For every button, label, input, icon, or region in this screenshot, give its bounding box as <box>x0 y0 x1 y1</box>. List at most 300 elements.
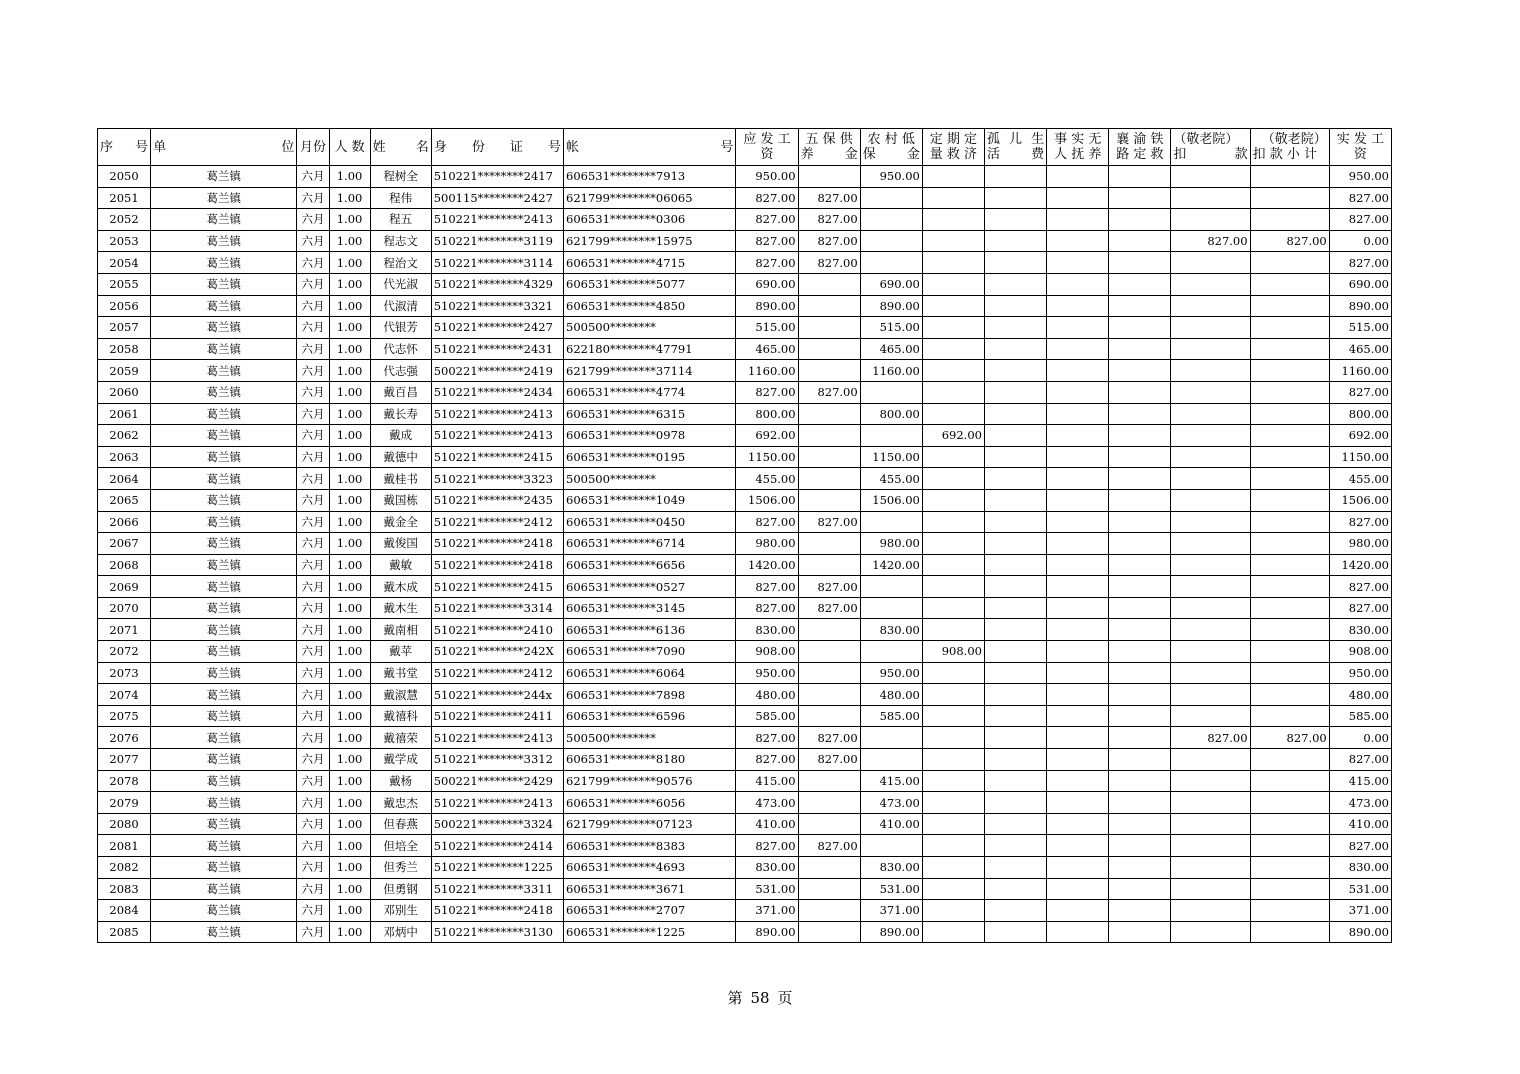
cell-count: 1.00 <box>329 792 370 814</box>
header-month: 月份 <box>297 129 329 166</box>
cell-count: 1.00 <box>329 230 370 252</box>
cell-dingqi <box>922 576 984 598</box>
cell-shishi <box>1047 878 1109 900</box>
cell-id: 510221********3314 <box>431 597 563 619</box>
cell-unit: 葛兰镇 <box>151 900 297 922</box>
cell-dingqi <box>922 273 984 295</box>
cell-account: 621799********15975 <box>564 230 736 252</box>
cell-gross: 908.00 <box>736 641 798 663</box>
cell-deduct <box>1171 900 1250 922</box>
cell-deduct: 827.00 <box>1171 727 1250 749</box>
cell-count: 1.00 <box>329 209 370 231</box>
cell-wubao <box>798 813 860 835</box>
cell-net: 950.00 <box>1329 662 1391 684</box>
cell-gross: 827.00 <box>736 187 798 209</box>
cell-seq: 2068 <box>98 554 151 576</box>
cell-deductsub <box>1250 166 1329 188</box>
cell-deduct <box>1171 921 1250 943</box>
cell-id: 510221********3323 <box>431 468 563 490</box>
cell-dingqi <box>922 317 984 339</box>
cell-deduct <box>1171 792 1250 814</box>
cell-unit: 葛兰镇 <box>151 619 297 641</box>
cell-xiangyu <box>1109 921 1171 943</box>
cell-seq: 2078 <box>98 770 151 792</box>
cell-deductsub <box>1250 619 1329 641</box>
cell-seq: 2052 <box>98 209 151 231</box>
cell-xiangyu <box>1109 770 1171 792</box>
cell-unit: 葛兰镇 <box>151 295 297 317</box>
cell-unit: 葛兰镇 <box>151 446 297 468</box>
table-row <box>98 446 1392 468</box>
cell-name: 戴金全 <box>370 511 431 533</box>
cell-month: 六月 <box>297 295 329 317</box>
cell-net: 410.00 <box>1329 813 1391 835</box>
cell-dingqi <box>922 921 984 943</box>
cell-dibao: 585.00 <box>860 705 922 727</box>
cell-orphan <box>984 921 1046 943</box>
cell-orphan <box>984 813 1046 835</box>
cell-account: 500500******** <box>564 727 736 749</box>
cell-seq: 2066 <box>98 511 151 533</box>
cell-seq: 2083 <box>98 878 151 900</box>
cell-unit: 葛兰镇 <box>151 554 297 576</box>
cell-wubao <box>798 684 860 706</box>
cell-count: 1.00 <box>329 878 370 900</box>
cell-gross: 827.00 <box>736 511 798 533</box>
cell-orphan <box>984 641 1046 663</box>
cell-xiangyu <box>1109 619 1171 641</box>
cell-month: 六月 <box>297 705 329 727</box>
cell-deductsub <box>1250 338 1329 360</box>
cell-shishi <box>1047 597 1109 619</box>
table-row <box>98 857 1392 879</box>
cell-dibao <box>860 641 922 663</box>
cell-deductsub <box>1250 792 1329 814</box>
cell-id: 500221********2429 <box>431 770 563 792</box>
cell-gross: 585.00 <box>736 705 798 727</box>
table-row <box>98 878 1392 900</box>
table-row <box>98 187 1392 209</box>
cell-deductsub <box>1250 597 1329 619</box>
cell-month: 六月 <box>297 317 329 339</box>
cell-dingqi <box>922 252 984 274</box>
cell-net: 455.00 <box>1329 468 1391 490</box>
cell-deductsub <box>1250 317 1329 339</box>
cell-dingqi <box>922 468 984 490</box>
cell-name: 戴木生 <box>370 597 431 619</box>
cell-shishi <box>1047 749 1109 771</box>
cell-shishi <box>1047 554 1109 576</box>
cell-account: 621799********90576 <box>564 770 736 792</box>
cell-deduct <box>1171 813 1250 835</box>
header-gross: 应 发 工 资 <box>736 129 798 166</box>
cell-wubao: 827.00 <box>798 597 860 619</box>
cell-dibao <box>860 511 922 533</box>
cell-name: 邓别生 <box>370 900 431 922</box>
cell-month: 六月 <box>297 187 329 209</box>
cell-name: 但秀兰 <box>370 857 431 879</box>
cell-month: 六月 <box>297 792 329 814</box>
table-row <box>98 533 1392 555</box>
cell-gross: 515.00 <box>736 317 798 339</box>
cell-shishi <box>1047 684 1109 706</box>
cell-month: 六月 <box>297 338 329 360</box>
cell-wubao <box>798 166 860 188</box>
cell-wubao <box>798 705 860 727</box>
cell-month: 六月 <box>297 597 329 619</box>
cell-seq: 2051 <box>98 187 151 209</box>
cell-dingqi <box>922 857 984 879</box>
cell-seq: 2061 <box>98 403 151 425</box>
cell-month: 六月 <box>297 533 329 555</box>
cell-wubao: 827.00 <box>798 252 860 274</box>
cell-dibao: 890.00 <box>860 921 922 943</box>
cell-month: 六月 <box>297 749 329 771</box>
cell-net: 827.00 <box>1329 576 1391 598</box>
cell-wubao <box>798 857 860 879</box>
table-row <box>98 209 1392 231</box>
cell-shishi <box>1047 533 1109 555</box>
cell-id: 510221********2431 <box>431 338 563 360</box>
cell-account: 606531********4693 <box>564 857 736 879</box>
cell-id: 510221********2415 <box>431 446 563 468</box>
cell-count: 1.00 <box>329 511 370 533</box>
cell-deduct <box>1171 187 1250 209</box>
cell-deduct <box>1171 295 1250 317</box>
table-row <box>98 381 1392 403</box>
cell-orphan <box>984 684 1046 706</box>
cell-count: 1.00 <box>329 576 370 598</box>
cell-account: 606531********6315 <box>564 403 736 425</box>
cell-dibao <box>860 252 922 274</box>
cell-shishi <box>1047 446 1109 468</box>
cell-wubao <box>798 619 860 641</box>
cell-gross: 890.00 <box>736 295 798 317</box>
cell-xiangyu <box>1109 511 1171 533</box>
cell-dibao <box>860 576 922 598</box>
cell-id: 510221********3114 <box>431 252 563 274</box>
cell-gross: 690.00 <box>736 273 798 295</box>
cell-id: 510221********2413 <box>431 727 563 749</box>
cell-name: 戴桂书 <box>370 468 431 490</box>
cell-wubao: 827.00 <box>798 381 860 403</box>
table-header <box>98 129 1392 166</box>
cell-account: 500500******** <box>564 317 736 339</box>
cell-account: 606531********0306 <box>564 209 736 231</box>
cell-dibao: 1150.00 <box>860 446 922 468</box>
cell-wubao <box>798 770 860 792</box>
cell-deduct <box>1171 857 1250 879</box>
cell-count: 1.00 <box>329 554 370 576</box>
cell-deductsub <box>1250 295 1329 317</box>
cell-orphan <box>984 900 1046 922</box>
cell-name: 代志强 <box>370 360 431 382</box>
cell-orphan <box>984 878 1046 900</box>
cell-orphan <box>984 403 1046 425</box>
cell-account: 606531********4715 <box>564 252 736 274</box>
cell-net: 908.00 <box>1329 641 1391 663</box>
cell-dingqi <box>922 727 984 749</box>
table-row <box>98 166 1392 188</box>
cell-account: 606531********6056 <box>564 792 736 814</box>
cell-name: 代光淑 <box>370 273 431 295</box>
cell-dibao: 415.00 <box>860 770 922 792</box>
cell-wubao: 827.00 <box>798 187 860 209</box>
cell-id: 510221********242X <box>431 641 563 663</box>
cell-deductsub: 827.00 <box>1250 727 1329 749</box>
cell-net: 371.00 <box>1329 900 1391 922</box>
cell-name: 程树全 <box>370 166 431 188</box>
cell-deductsub <box>1250 835 1329 857</box>
cell-net: 1420.00 <box>1329 554 1391 576</box>
cell-name: 但春燕 <box>370 813 431 835</box>
cell-shishi <box>1047 857 1109 879</box>
cell-orphan <box>984 511 1046 533</box>
cell-count: 1.00 <box>329 749 370 771</box>
cell-deduct <box>1171 381 1250 403</box>
cell-seq: 2050 <box>98 166 151 188</box>
cell-wubao <box>798 489 860 511</box>
cell-deduct <box>1171 209 1250 231</box>
cell-net: 1160.00 <box>1329 360 1391 382</box>
cell-account: 606531********2707 <box>564 900 736 922</box>
cell-account: 606531********0527 <box>564 576 736 598</box>
cell-orphan <box>984 749 1046 771</box>
cell-dibao <box>860 749 922 771</box>
cell-dibao <box>860 187 922 209</box>
cell-deductsub <box>1250 425 1329 447</box>
cell-name: 代志怀 <box>370 338 431 360</box>
table-row <box>98 360 1392 382</box>
cell-month: 六月 <box>297 857 329 879</box>
cell-seq: 2077 <box>98 749 151 771</box>
cell-xiangyu <box>1109 792 1171 814</box>
cell-id: 500221********2419 <box>431 360 563 382</box>
cell-xiangyu <box>1109 403 1171 425</box>
cell-seq: 2082 <box>98 857 151 879</box>
cell-seq: 2081 <box>98 835 151 857</box>
cell-deduct <box>1171 273 1250 295</box>
cell-shishi <box>1047 662 1109 684</box>
cell-dingqi <box>922 878 984 900</box>
cell-deductsub <box>1250 489 1329 511</box>
cell-dingqi <box>922 705 984 727</box>
cell-gross: 371.00 <box>736 900 798 922</box>
cell-xiangyu <box>1109 338 1171 360</box>
cell-deductsub <box>1250 921 1329 943</box>
cell-id: 500115********2427 <box>431 187 563 209</box>
cell-xiangyu <box>1109 857 1171 879</box>
header-account: 帐 号 <box>564 129 736 166</box>
cell-unit: 葛兰镇 <box>151 813 297 835</box>
cell-deductsub <box>1250 749 1329 771</box>
cell-dibao <box>860 381 922 403</box>
cell-wubao: 827.00 <box>798 576 860 598</box>
cell-id: 510221********3130 <box>431 921 563 943</box>
cell-net: 827.00 <box>1329 597 1391 619</box>
cell-wubao <box>798 360 860 382</box>
cell-unit: 葛兰镇 <box>151 597 297 619</box>
cell-account: 606531********6596 <box>564 705 736 727</box>
cell-name: 代银芳 <box>370 317 431 339</box>
cell-wubao: 827.00 <box>798 749 860 771</box>
cell-seq: 2055 <box>98 273 151 295</box>
cell-seq: 2079 <box>98 792 151 814</box>
cell-deduct <box>1171 489 1250 511</box>
cell-month: 六月 <box>297 684 329 706</box>
cell-unit: 葛兰镇 <box>151 273 297 295</box>
table-row <box>98 900 1392 922</box>
cell-id: 510221********2413 <box>431 209 563 231</box>
cell-month: 六月 <box>297 468 329 490</box>
cell-gross: 531.00 <box>736 878 798 900</box>
cell-net: 692.00 <box>1329 425 1391 447</box>
cell-dingqi <box>922 295 984 317</box>
cell-shishi <box>1047 338 1109 360</box>
cell-month: 六月 <box>297 576 329 598</box>
cell-wubao <box>798 533 860 555</box>
cell-name: 戴德中 <box>370 446 431 468</box>
cell-deductsub <box>1250 705 1329 727</box>
cell-dibao: 980.00 <box>860 533 922 555</box>
cell-seq: 2054 <box>98 252 151 274</box>
cell-dingqi <box>922 900 984 922</box>
cell-count: 1.00 <box>329 900 370 922</box>
cell-account: 606531********3145 <box>564 597 736 619</box>
cell-xiangyu <box>1109 727 1171 749</box>
cell-gross: 830.00 <box>736 619 798 641</box>
cell-wubao: 827.00 <box>798 835 860 857</box>
cell-orphan <box>984 792 1046 814</box>
cell-dingqi <box>922 813 984 835</box>
cell-dibao: 1160.00 <box>860 360 922 382</box>
cell-dingqi <box>922 684 984 706</box>
cell-unit: 葛兰镇 <box>151 576 297 598</box>
cell-xiangyu <box>1109 533 1171 555</box>
cell-unit: 葛兰镇 <box>151 511 297 533</box>
cell-deduct <box>1171 166 1250 188</box>
cell-dingqi <box>922 360 984 382</box>
cell-net: 1150.00 <box>1329 446 1391 468</box>
cell-deduct <box>1171 619 1250 641</box>
cell-id: 510221********1225 <box>431 857 563 879</box>
cell-unit: 葛兰镇 <box>151 381 297 403</box>
header-seq: 序 号 <box>98 129 151 166</box>
cell-dingqi <box>922 187 984 209</box>
cell-deductsub <box>1250 273 1329 295</box>
cell-xiangyu <box>1109 878 1171 900</box>
cell-account: 621799********06065 <box>564 187 736 209</box>
table-row <box>98 554 1392 576</box>
cell-xiangyu <box>1109 684 1171 706</box>
cell-dingqi <box>922 770 984 792</box>
cell-name: 代淑清 <box>370 295 431 317</box>
cell-shishi <box>1047 705 1109 727</box>
cell-deduct <box>1171 360 1250 382</box>
cell-month: 六月 <box>297 813 329 835</box>
cell-month: 六月 <box>297 727 329 749</box>
cell-dingqi <box>922 835 984 857</box>
cell-wubao <box>798 878 860 900</box>
cell-unit: 葛兰镇 <box>151 727 297 749</box>
cell-deductsub <box>1250 446 1329 468</box>
cell-seq: 2057 <box>98 317 151 339</box>
cell-xiangyu <box>1109 273 1171 295</box>
cell-dingqi <box>922 619 984 641</box>
cell-id: 510221********2415 <box>431 576 563 598</box>
cell-dibao: 371.00 <box>860 900 922 922</box>
cell-net: 0.00 <box>1329 727 1391 749</box>
cell-shishi <box>1047 511 1109 533</box>
cell-month: 六月 <box>297 446 329 468</box>
cell-name: 戴百昌 <box>370 381 431 403</box>
cell-unit: 葛兰镇 <box>151 338 297 360</box>
cell-deductsub <box>1250 403 1329 425</box>
cell-count: 1.00 <box>329 533 370 555</box>
cell-month: 六月 <box>297 878 329 900</box>
cell-seq: 2062 <box>98 425 151 447</box>
cell-id: 510221********2412 <box>431 511 563 533</box>
cell-name: 戴敏 <box>370 554 431 576</box>
cell-name: 戴禧荣 <box>370 727 431 749</box>
cell-shishi <box>1047 792 1109 814</box>
cell-seq: 2085 <box>98 921 151 943</box>
cell-deductsub <box>1250 360 1329 382</box>
cell-shishi <box>1047 468 1109 490</box>
cell-dingqi <box>922 792 984 814</box>
cell-name: 程志文 <box>370 230 431 252</box>
cell-deduct <box>1171 641 1250 663</box>
cell-account: 606531********4774 <box>564 381 736 403</box>
cell-count: 1.00 <box>329 597 370 619</box>
cell-dibao: 455.00 <box>860 468 922 490</box>
header-deduct: （敬老院） 扣 款 <box>1171 129 1250 166</box>
cell-gross: 827.00 <box>736 209 798 231</box>
table-row <box>98 273 1392 295</box>
cell-orphan <box>984 662 1046 684</box>
cell-xiangyu <box>1109 900 1171 922</box>
cell-dingqi <box>922 662 984 684</box>
table-row <box>98 792 1392 814</box>
cell-gross: 455.00 <box>736 468 798 490</box>
cell-account: 606531********0978 <box>564 425 736 447</box>
cell-gross: 480.00 <box>736 684 798 706</box>
cell-orphan <box>984 360 1046 382</box>
cell-name: 邓炳中 <box>370 921 431 943</box>
cell-shishi <box>1047 619 1109 641</box>
cell-deductsub <box>1250 576 1329 598</box>
cell-account: 606531********6656 <box>564 554 736 576</box>
cell-dingqi <box>922 381 984 403</box>
cell-dingqi: 692.00 <box>922 425 984 447</box>
cell-net: 890.00 <box>1329 295 1391 317</box>
cell-dibao: 830.00 <box>860 857 922 879</box>
cell-gross: 1150.00 <box>736 446 798 468</box>
cell-month: 六月 <box>297 166 329 188</box>
cell-seq: 2065 <box>98 489 151 511</box>
cell-name: 程治文 <box>370 252 431 274</box>
cell-wubao <box>798 403 860 425</box>
cell-count: 1.00 <box>329 317 370 339</box>
cell-unit: 葛兰镇 <box>151 533 297 555</box>
cell-month: 六月 <box>297 273 329 295</box>
cell-gross: 827.00 <box>736 252 798 274</box>
cell-dingqi <box>922 338 984 360</box>
header-id: 身 份 证 号 <box>431 129 563 166</box>
cell-wubao <box>798 273 860 295</box>
cell-orphan <box>984 338 1046 360</box>
table-body <box>98 166 1392 943</box>
